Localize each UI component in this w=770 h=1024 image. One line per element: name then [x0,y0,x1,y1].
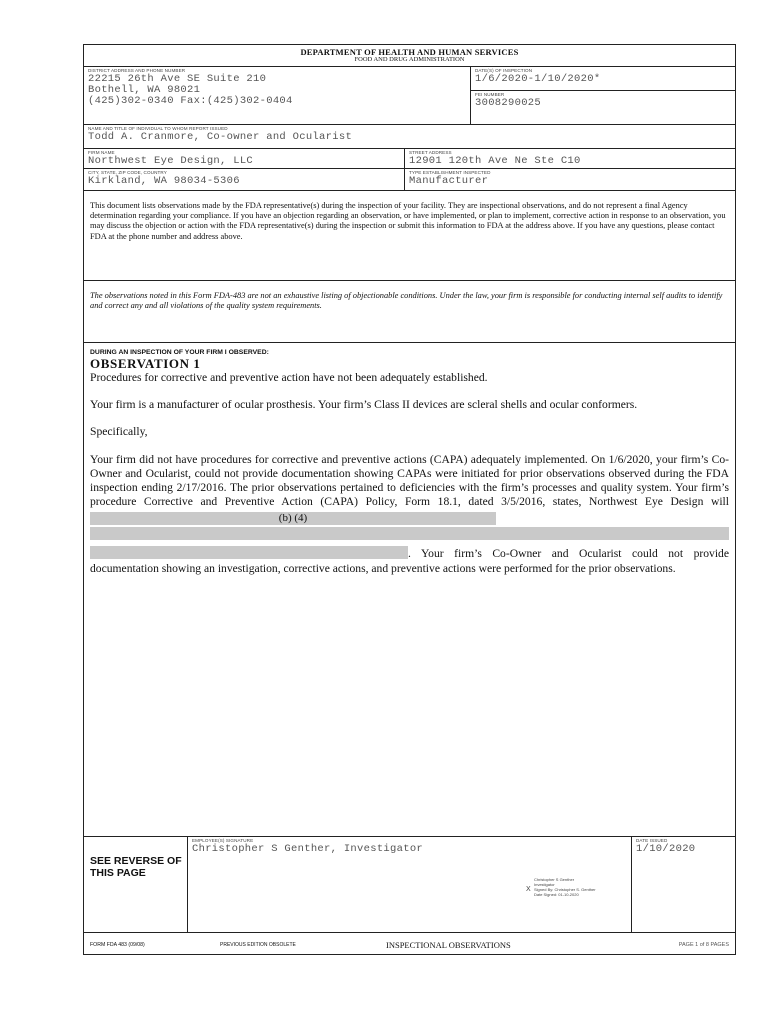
see-reverse-label: SEE REVERSE OF THIS PAGE [90,855,182,879]
fda-483-form [83,44,736,955]
form-number: FORM FDA 483 (09/08) [90,942,145,948]
fei-number: 3008290025 [475,97,542,109]
district-address-line2: Bothell, WA 98021 [88,84,201,96]
district-row [84,67,735,125]
firm-name-cell [84,149,404,168]
addressee-name: Todd A. Cranmore, Co-owner and Ocularist [88,131,353,143]
observations-intro: DURING AN INSPECTION OF YOUR FIRM I OBSERVED: [90,349,269,356]
city-cell [84,169,404,190]
redaction-line [90,527,729,540]
observation-para-2: Specifically, [90,425,148,439]
district-address-cell [84,67,470,124]
date-issued-label: DATE ISSUED [636,838,668,843]
signature-line-4: Date Signed: 01-10-2020 [534,892,579,897]
district-phone: (425)302-0340 Fax:(425)302-0404 [88,95,293,107]
city-row [84,169,735,191]
department-title: DEPARTMENT OF HEALTH AND HUMAN SERVICES [300,47,519,57]
date-issued: 1/10/2020 [636,843,696,855]
page-count: PAGE 1 of 8 PAGES [678,942,729,948]
city-state-zip: Kirkland, WA 98034-5306 [88,175,240,187]
inspection-dates-label: DATE(S) OF INSPECTION [475,68,533,73]
electronic-signature [526,877,634,897]
agency-title: FOOD AND DRUG ADMINISTRATION [354,56,465,63]
dates-fei-cell [470,67,735,124]
street-label: STREET ADDRESS [409,150,452,155]
previous-edition: PREVIOUS EDITION OBSOLETE [220,942,296,948]
signature-line-3: Signed By: Christopher S. Genther [534,887,596,892]
signature-line-2: Investigator [534,882,555,887]
addressee-label: NAME AND TITLE OF INDIVIDUAL TO WHOM REPORT ISSUED [88,126,228,131]
date-issued-cell [631,837,735,932]
disclaimer-paragraph: The observations noted in this Form FDA-483 are not an exhaustive listing of objectionable conditions. Under the law, your firm is responsible for conducting internal self audits to identify and correct any and all violations of the quality system requirements. [84,281,735,343]
street-address: 12901 120th Ave Ne Ste C10 [409,155,581,167]
establishment-type: Manufacturer [409,175,489,187]
employee-signature-label: EMPLOYEE(S) SIGNATURE [192,838,254,843]
observation-para-3-text: Your firm did not have procedures for corrective and preventive actions (CAPA) adequately implemented. On 1/6/2020, your firm’s Co-Owner and Ocularist, could not provide documentation showing CAPAs were initiated for prior observations observed during the FDA inspection ending 2/17/2016. The prior observations pertained to deficiencies with the firm’s processes and quality system. Your firm’s procedure Corrective and Preventive Action (CAPA) Policy, Form 18.1, dated 3/5/2016, states, Northwest Eye Design will [90,452,729,509]
form-footer [84,936,735,954]
addressee-row [84,125,735,149]
signature-x-mark: X [526,886,531,893]
observation-para-3 [90,453,729,576]
observation-title: OBSERVATION 1 [90,356,201,371]
inspection-dates: 1/6/2020-1/10/2020* [475,73,601,85]
observations-section [84,343,735,582]
establishment-type-label: TYPE ESTABLISHMENT INSPECTED [409,170,491,175]
redaction-partial [90,546,408,559]
district-address-label: DISTRICT ADDRESS AND PHONE NUMBER [88,68,186,73]
addressee-cell [84,125,735,148]
firm-row [84,149,735,169]
firm-name-label: FIRM NAME [88,150,115,155]
form-header [84,45,735,67]
establishment-type-cell [404,169,735,190]
notice-paragraph: This document lists observations made by the FDA representative(s) during the inspection of your facility. They are inspectional observations, and do not represent a final Agency determination regarding your compliance. If you have an objection regarding an observation, or have implemented, or plan to implement, corrective action in response to an observation, you may discuss the objection or action with the FDA representative(s) during the inspection or submit this information to FDA at the address above. If you have any questions, please contact FDA at the phone number and address above. [84,191,735,281]
employee-name: Christopher S Genther, Investigator [192,843,424,855]
inspection-dates-cell [471,67,735,91]
signature-row [84,836,735,933]
observation-para-3-end: . Your firm’s Co-Owner and Ocularist could not provide documentation showing an investigation, corrective actions, and preventive actions were performed for the prior observations. [90,547,729,575]
redaction-box: (b) (4) [90,512,496,525]
signature-line-1: Christopher S Genther [534,877,575,882]
observation-summary: Procedures for corrective and preventive action have not been adequately established. [90,371,488,384]
firm-name: Northwest Eye Design, LLC [88,155,254,167]
employee-signature-cell [187,837,631,932]
fei-label: FEI NUMBER [475,92,505,97]
city-label: CITY, STATE, ZIP CODE, COUNTRY [88,170,167,175]
footer-title: INSPECTIONAL OBSERVATIONS [386,940,511,950]
fei-cell [471,91,735,110]
observation-para-1: Your firm is a manufacturer of ocular prosthesis. Your firm’s Class II devices are scleral shells and ocular conformers. [90,398,638,412]
district-address-line1: 22215 26th Ave SE Suite 210 [88,73,267,85]
street-cell [404,149,735,168]
